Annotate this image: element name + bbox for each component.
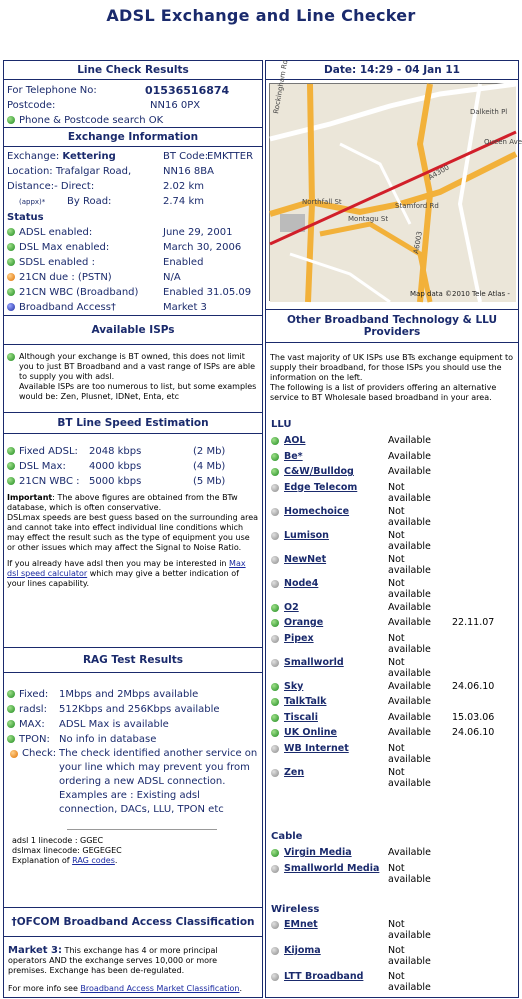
provider-link[interactable]: C&W/Bulldog: [284, 466, 354, 477]
provider-status: Not available: [388, 766, 431, 789]
provider-status: Available: [388, 601, 432, 613]
rag-value: 512Kbps and 256Kbps available: [59, 704, 220, 715]
status-row: [7, 255, 259, 270]
llu-label: LLU: [271, 419, 292, 430]
speed-row: [7, 459, 259, 474]
exchange-section: [4, 127, 262, 315]
direct-distance: 2.02 km: [163, 181, 204, 192]
green-status-icon: [7, 735, 15, 743]
map-label: A4300: [427, 163, 451, 182]
exchange-label: Exchange:: [7, 151, 60, 162]
provider-status: Available: [388, 680, 432, 692]
grey-status-icon: [271, 580, 279, 588]
provider-link[interactable]: LTT Broadband: [284, 971, 364, 982]
by-road-distance: 2.74 km: [163, 196, 204, 207]
blue-status-icon: [7, 303, 15, 311]
rag-label: MAX:: [19, 719, 45, 730]
status-label-text: 21CN WBC (Broadband): [19, 287, 139, 298]
green-status-icon: [7, 116, 15, 124]
left-column: [3, 60, 263, 998]
provider-link[interactable]: TalkTalk: [284, 696, 327, 707]
provider-status: Not available: [388, 971, 431, 993]
provider-status: Available: [388, 435, 432, 446]
status-value: March 30, 2006: [163, 242, 242, 253]
rag-row: [7, 687, 259, 702]
check-label: Check:: [22, 748, 57, 759]
rag-row: [7, 717, 259, 732]
line-speed-header: BT Line Speed Estimation: [4, 412, 262, 434]
provider-status: Not available: [388, 632, 431, 655]
rag-value: ADSL Max is available: [59, 719, 169, 730]
provider-link[interactable]: AOL: [284, 435, 306, 446]
grey-status-icon: [271, 532, 279, 540]
map-label: A6003: [412, 230, 424, 255]
provider-status: Available: [388, 617, 432, 628]
green-status-icon: [7, 462, 15, 470]
status-row: [7, 225, 259, 240]
provider-link[interactable]: Zen: [284, 766, 305, 778]
status-list: [7, 225, 259, 315]
rag-header: RAG Test Results: [4, 647, 262, 673]
provider-link[interactable]: Edge Telecom: [284, 481, 358, 493]
grey-status-icon: [271, 484, 279, 492]
status-label-text: SDSL enabled :: [19, 257, 95, 268]
speed-label: DSL Max:: [19, 461, 66, 472]
speed-mb: (2 Mb): [193, 446, 226, 457]
grey-status-icon: [271, 635, 279, 643]
green-status-icon: [7, 477, 15, 485]
map-label: Northfall St: [302, 198, 342, 206]
provider-status: Not available: [388, 529, 431, 552]
isps-text-2: Available ISPs are too numerous to list, but some examples would be: Zen, Plusnet, IDNet, Enta, etc: [19, 382, 257, 401]
line-check-section: [4, 61, 262, 128]
linecode-2: dslmax linecode: GEGEGEC: [12, 846, 122, 855]
ofcom-section: [4, 907, 262, 994]
rag-row: [7, 732, 259, 747]
green-status-icon: [7, 690, 15, 698]
speed-label: Fixed ADSL:: [19, 446, 78, 457]
green-status-icon: [271, 437, 279, 445]
grey-status-icon: [271, 947, 279, 955]
map-label: Montagu St: [348, 215, 389, 223]
provider-link[interactable]: Smallworld Media: [284, 862, 380, 874]
intro-text: [270, 353, 514, 403]
available-isps-header: Available ISPs: [4, 315, 262, 345]
ofcom-header: †OFCOM Broadband Access Classification: [4, 907, 262, 937]
important-label: Important: [7, 493, 53, 502]
date-header: Date: 14:29 - 04 Jan 11: [266, 61, 518, 80]
status-row: [7, 270, 259, 285]
green-status-icon: [271, 604, 279, 612]
provider-status: Not available: [388, 505, 431, 528]
map-label: Queen Ave: [484, 138, 522, 146]
rag-label: radsl:: [19, 704, 47, 715]
speed-kbps: 2048 kbps: [89, 446, 142, 457]
green-status-icon: [7, 447, 15, 455]
green-status-icon: [271, 729, 279, 737]
divider: [67, 829, 217, 830]
green-status-icon: [271, 714, 279, 722]
bt-code-value: EMKTTER: [207, 151, 254, 162]
provider-status: Not available: [388, 742, 431, 765]
speed-list: [7, 444, 259, 489]
provider-status: Not available: [388, 481, 431, 504]
other-broadband-header: Other Broadband Technology & LLU Providers: [266, 309, 518, 343]
map-label: Rockingham Rd: [272, 59, 290, 115]
explanation-text: Explanation of: [12, 856, 73, 865]
provider-status: Available: [388, 696, 432, 707]
important-text: : The above figures are obtained from the BTw database, which is often conservative.: [7, 493, 238, 512]
isps-text: Although your exchange is BT owned, this does not limit you to just BT Broadband and a vast range of ISPs are able to supply you with adsl.: [19, 352, 256, 381]
green-status-icon: [7, 228, 15, 236]
green-status-icon: [271, 468, 279, 476]
status-value: Market 3: [163, 302, 207, 313]
provider-link[interactable]: Homechoice: [284, 505, 350, 517]
provider-status: Available: [388, 711, 432, 723]
more-info-text: For more info see: [8, 984, 81, 993]
provider-date: 24.06.10: [452, 727, 495, 738]
provider-link[interactable]: Lumison: [284, 529, 329, 541]
rag-list: [7, 687, 259, 747]
speed-label: 21CN WBC :: [19, 476, 80, 487]
provider-link[interactable]: Node4: [284, 577, 319, 589]
provider-status: Available: [388, 727, 432, 738]
status-value: Enabled 31.05.09: [163, 287, 252, 298]
speed-row: [7, 474, 259, 489]
green-status-icon: [271, 453, 279, 461]
provider-date: 15.03.06: [452, 711, 495, 723]
orange-status-icon: [7, 273, 15, 281]
bt-code-label: BT Code:: [163, 151, 209, 162]
provider-status: Not available: [388, 553, 431, 576]
provider-link[interactable]: UK Online: [284, 727, 337, 738]
status-row: [7, 240, 259, 255]
status-label-text: ADSL enabled:: [19, 227, 93, 238]
speed-row: [7, 444, 259, 459]
grey-status-icon: [271, 745, 279, 753]
market-text: This exchange has 4 or more principal operators AND the exchange serves 10,000 or more premises. Exchange has been de-regulated.: [8, 946, 218, 975]
calc-text: If you already have adsl then you may be interested in: [7, 559, 230, 568]
provider-link[interactable]: Kijoma: [284, 945, 321, 956]
orange-status-icon: [10, 750, 18, 758]
provider-link[interactable]: WB Internet: [284, 742, 349, 754]
provider-date: 22.11.07: [452, 617, 495, 628]
telephone-label: For Telephone No:: [7, 85, 97, 96]
provider-status: Available: [388, 450, 432, 462]
provider-status: Available: [388, 466, 432, 477]
green-status-icon: [271, 698, 279, 706]
rag-label: TPON:: [19, 734, 50, 745]
line-check-header: Line Check Results: [4, 61, 262, 80]
provider-link[interactable]: Be*: [284, 450, 303, 462]
calc-text-end: which may give a better indication of your lines capability.: [7, 569, 239, 588]
green-status-icon: [7, 288, 15, 296]
rag-label: Fixed:: [19, 689, 49, 700]
rag-row: [7, 702, 259, 717]
provider-link[interactable]: EMnet: [284, 919, 318, 930]
green-status-icon: [7, 353, 15, 361]
appx-label: (appx)*: [19, 198, 46, 206]
status-value: Enabled: [163, 257, 204, 268]
provider-status: Available: [388, 847, 432, 858]
market-label: Market 3:: [8, 945, 63, 956]
cable-label: Cable: [271, 831, 303, 842]
provider-status: Not available: [388, 945, 431, 967]
grey-status-icon: [271, 973, 279, 981]
green-status-icon: [7, 720, 15, 728]
location-value: Trafalgar Road,: [55, 166, 132, 177]
grey-status-icon: [271, 659, 279, 667]
provider-link[interactable]: Pipex: [284, 632, 314, 644]
page-title: ADSL Exchange and Line Checker: [106, 6, 416, 25]
rag-codes-link[interactable]: RAG codes: [72, 856, 115, 865]
speed-kbps: 4000 kbps: [89, 461, 142, 472]
linecode-1: adsl 1 linecode : GGEC: [12, 836, 104, 845]
check-value: The check identified another service on your line which may prevent you from ordering a new ADSL connection. Examples are : Existing adsl connection, DACs, LLU, TPON etc: [59, 748, 258, 815]
grey-status-icon: [271, 556, 279, 564]
rag-value: 1Mbps and 2Mbps available: [59, 689, 199, 700]
provider-link[interactable]: NewNet: [284, 553, 327, 565]
speed-kbps: 5000 kbps: [89, 476, 142, 487]
search-status: Phone & Postcode search OK: [19, 115, 164, 126]
status-value: June 29, 2001: [163, 227, 233, 238]
location-postcode: NN16 8BA: [163, 166, 214, 177]
map-credit: Map data ©2010 Tele Atlas -: [410, 290, 510, 298]
line-speed-section: [4, 412, 262, 589]
telephone-value: 01536516874: [145, 84, 230, 97]
exchange-name: Kettering: [62, 151, 116, 162]
provider-status: Not available: [388, 919, 431, 941]
provider-status: Not available: [388, 656, 431, 679]
postcode-label: Postcode:: [7, 100, 56, 111]
provider-date: 24.06.10: [452, 680, 495, 692]
exchange-header: Exchange Information: [4, 127, 262, 147]
green-status-icon: [7, 705, 15, 713]
map-label: Dalkeith Pl: [470, 108, 508, 116]
dsl-speed-calculator-link[interactable]: Max dsl speed calculator: [7, 559, 246, 578]
provider-status: Not available: [388, 577, 431, 600]
provider-link[interactable]: Virgin Media: [284, 847, 352, 858]
speed-mb: (5 Mb): [193, 476, 226, 487]
intro-text-2: The following is a list of providers offering an alternative service to BT Wholesale based broadband in your area.: [270, 383, 497, 402]
grey-status-icon: [271, 508, 279, 516]
provider-link[interactable]: Sky: [284, 680, 304, 692]
provider-link[interactable]: Orange: [284, 617, 324, 628]
distance-label: Distance:- Direct:: [7, 181, 95, 192]
green-status-icon: [7, 243, 15, 251]
grey-status-icon: [271, 865, 279, 873]
market-classification-link[interactable]: Broadband Access Market Classification: [80, 984, 240, 993]
explanation-end: .: [114, 856, 118, 865]
speed-mb: (4 Mb): [193, 461, 226, 472]
status-value: N/A: [163, 272, 181, 283]
status-row: [7, 285, 259, 300]
provider-link[interactable]: Tiscali: [284, 711, 318, 723]
rag-section: [4, 647, 262, 866]
grey-status-icon: [271, 921, 279, 929]
dslmax-text: DSLmax speeds are best guess based on the surrounding area and cannot take into effect individual line conditions which may effect the result such as the type of equipment you use or other issues which may affect the Signal to Noise Ratio.: [7, 513, 259, 552]
more-info-end: .: [239, 984, 243, 993]
location-label: Location:: [7, 166, 53, 177]
status-label-text: 21CN due : (PSTN): [19, 272, 112, 283]
status-label-text: DSL Max enabled:: [19, 242, 110, 253]
green-status-icon: [271, 683, 279, 691]
status-row: [7, 300, 259, 315]
by-road-label: By Road:: [67, 196, 112, 207]
map-label: Stamford Rd: [395, 202, 439, 210]
green-status-icon: [271, 619, 279, 627]
rag-value: No info in database: [59, 734, 157, 745]
green-status-icon: [7, 258, 15, 266]
available-isps-section: [4, 315, 262, 402]
wireless-label: Wireless: [271, 904, 320, 915]
provider-status: Not available: [388, 862, 431, 885]
provider-link[interactable]: Smallworld: [284, 656, 344, 668]
right-column: [265, 59, 522, 998]
status-label: Status: [7, 212, 44, 223]
intro-text-1: The vast majority of UK ISPs use BTs exchange equipment to supply their broadband, for those ISPs you should use the information on the left.: [270, 353, 514, 382]
postcode-value: NN16 0PX: [150, 100, 201, 111]
grey-status-icon: [271, 769, 279, 777]
green-status-icon: [271, 849, 279, 857]
provider-link[interactable]: O2: [284, 601, 299, 613]
status-label-text: Broadband Access†: [19, 302, 116, 313]
